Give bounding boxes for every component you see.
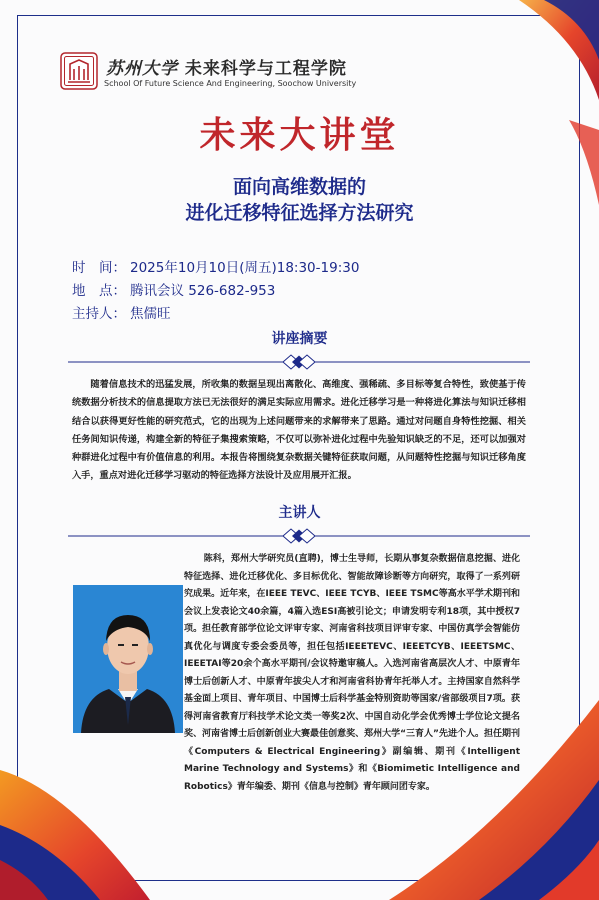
info-value: 腾讯会议 526-682-953 (130, 283, 276, 299)
soochow-university-logo (60, 52, 98, 90)
abstract-heading: 讲座摘要 (271, 331, 328, 347)
speaker-bio: 陈科，郑州大学研究员(直聘)，博士生导师，长期从事复杂数据信息挖掘、进化特征选择、进化迁移优化、多目标优化、智能故障诊断等方向研究，取得了一系列研究成果。近年来，在IEEE TEVC、IEEE TCYB、IEEE TSMC等高水平学术期刊和会议上发表论文40余篇，4篇入选ESI高被引论文；申请发明专利18项，其中授权7项。担任教育部学位论文评审专家、河南省科技项目评审专家、中国仿真学会智能仿真优化与调度专委会委员等，担任包括IEEETEVC、IEEETCYB、IEEETSMC、IEEETAI等20余个高水平期刊/会议特邀审稿人。入选河南省高层次人才、中原青年博士后创新人才、中原青年拔尖人才和河南省科协青年托举人才。主持国家自然科学基金面上项目、青年项目、中国博士后科学基金特别资助等国家/省部级项目7项。获得河南省教育厅科技学术论文类一等奖2次、中国自动化学会优秀博士学位论文提名奖、河南省博士后创新创业大赛最佳创意奖、郑州大学“三育人”先进个人。担任期刊《Computers & Electrical Engineering》副编辑、期刊《Intelligent Marine Technology and Systems》和《Biomimetic Intelligence and Robotics》青年编委、期刊《信息与控制》青年顾问团专家。 (184, 554, 520, 792)
talk-title-line2: 进化迁移特征选择方法研究 (185, 202, 414, 224)
info-value: 2025年10月10日(周五)18:30-19:30 (130, 260, 360, 276)
series-title: 未来大讲堂 (199, 115, 400, 156)
speaker-photo (73, 585, 183, 733)
info-label: 时 间： (72, 260, 126, 276)
info-label: 主持人： (72, 306, 126, 322)
corner-decoration-bottom-left (0, 730, 190, 900)
school-name-en: School Of Future Science And Engineering, Soochow University (104, 79, 357, 88)
info-location (72, 279, 275, 299)
college-name: 未来科学与工程学院 (184, 59, 347, 79)
talk-title-line1: 面向高维数据的 (232, 176, 366, 198)
abstract-text: 随着信息技术的迅猛发展，所收集的数据呈现出离散化、高维度、强稀疏、多目标等复合特性，致使基于传统数据分析技术的信息提取方法已无法很好的满足实际应用需求。进化迁移学习是一种将进化算法与知识迁移相结合以获得更好性能的研究范式，它的出现为上述问题带来的求解带来了思路。通过对问题自身特性挖掘、相关任务间知识传递，构建全新的特征子集搜索策略，不仅可以弥补进化过程中先验知识缺乏的不足，还可以加强对种群进化过程中有价值信息的利用。本报告将围绕复杂数据关键特征获取问题，从问题特性挖掘与知识迁移角度入手，重点对进化迁移学习驱动的特征选择方法设计及应用展开汇报。 (72, 379, 526, 482)
diamond-divider-icon (68, 526, 530, 546)
info-value: 焦儒旺 (130, 306, 171, 322)
diamond-divider-icon (68, 352, 530, 372)
info-host (72, 302, 171, 322)
school-name-cn (106, 54, 347, 79)
info-label: 地 点： (72, 283, 126, 299)
info-time (72, 256, 359, 276)
speaker-heading: 主讲人 (278, 505, 321, 521)
university-name-calligraphy: 苏州大学 (106, 59, 178, 79)
